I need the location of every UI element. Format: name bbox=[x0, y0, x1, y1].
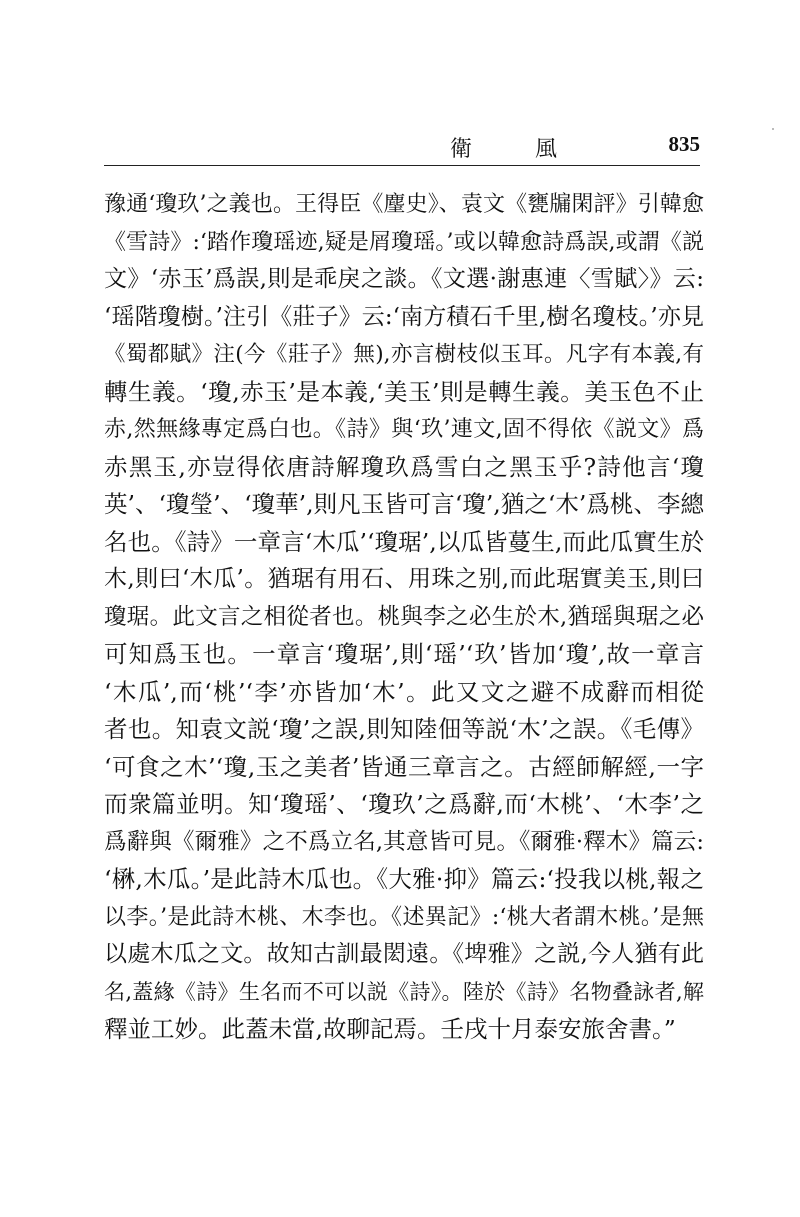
text-line: 赤,然無緣專定爲白也。《詩》與‘玖’連文,固不得依《説文》爲 bbox=[104, 417, 704, 442]
text-line: 釋並工妙。此蓋未當,故聊記焉。壬戌十月泰安旅舍書。” bbox=[104, 1015, 676, 1043]
text-line: ‘楙,木瓜。’是此詩木瓜也。《大雅·抑》篇云:‘投我以桃,報之 bbox=[104, 865, 704, 893]
text-line: 以李。’是此詩木桃、木李也。《述異記》:‘桃大者謂木桃。’是無 bbox=[104, 904, 704, 930]
text-line: 英’、‘瓊瑩’、‘瓊華’,則凡玉皆可言‘瓊’,猶之‘木’爲桃、李總 bbox=[104, 490, 704, 518]
text-line: 《蜀都賦》注(今《莊子》無),亦言樹枝似玉耳。凡字有本義,有 bbox=[104, 342, 704, 367]
running-title: 衛 風 bbox=[450, 137, 585, 162]
text-line: ‘木瓜’,而‘桃’‘李’亦皆加‘木’。此又文之避不成辭而相從 bbox=[104, 677, 704, 706]
text-line: 名也。《詩》一章言‘木瓜’‘瓊琚’,以瓜皆蔓生,而此瓜實生於 bbox=[104, 527, 704, 556]
page-header bbox=[104, 132, 700, 168]
text-line: 爲辭與《爾雅》之不爲立名,其意皆可見。《爾雅·釋木》篇云: bbox=[104, 828, 704, 855]
text-line: 豫通‘瓊玖’之義也。王得臣《麈史》、袁文《甕牖閑評》引韓愈 bbox=[104, 192, 704, 217]
page-number: 835 bbox=[668, 132, 700, 156]
text-line: 者也。知袁文説‘瓊’之誤,則知陸佃等説‘木’之誤。《毛傳》 bbox=[104, 715, 704, 743]
text-line: 轉生義。‘瓊,赤玉’是本義,‘美玉’則是轉生義。美玉色不止 bbox=[104, 377, 704, 406]
text-line: 可知爲玉也。一章言‘瓊琚’,則‘瑶’‘玖’皆加‘瓊’,故一章言 bbox=[104, 640, 704, 668]
text-line: 以處木瓜之文。故知古訓最閎遠。《埤雅》之説,今人猶有此 bbox=[104, 941, 704, 967]
text-line: 瓊琚。此文言之相從者也。桃與李之必生於木,猶瑶與琚之必 bbox=[104, 603, 704, 630]
text-line: ‘可食之木’‘瓊,玉之美者’皆通三章言之。古經師解經,一字 bbox=[104, 752, 704, 781]
scan-edge-mark bbox=[772, 128, 774, 130]
text-line: 赤黑玉,亦豈得依唐詩解瓊玖爲雪白之黑玉乎?詩他言‘瓊 bbox=[104, 452, 704, 481]
header-rule bbox=[104, 165, 700, 166]
text-line: 文》‘赤玉’爲誤,則是乖戾之談。《文選·謝惠連〈雪賦〉》云: bbox=[104, 266, 704, 292]
text-line: 而衆篇並明。知‘瓊瑶’、‘瓊玖’之爲辭,而‘木桃’、‘木李’之 bbox=[104, 790, 704, 818]
text-line: ‘瑶階瓊樹。’注引《莊子》云:‘南方積石千里,樹名瓊枝。’亦見 bbox=[104, 303, 704, 330]
text-line: 木,則曰‘木瓜’。猶琚有用石、用珠之别,而此琚實美玉,則曰 bbox=[104, 566, 704, 592]
text-line: 《雪詩》:‘踏作瓊瑶迹,疑是屑瓊瑶。’或以韓愈詩爲誤,或謂《説 bbox=[104, 229, 704, 255]
text-line: 名,蓋緣《詩》生名而不可以説《詩》。陸於《詩》名物叠詠者,解 bbox=[104, 979, 704, 1004]
body-text bbox=[104, 186, 704, 1049]
